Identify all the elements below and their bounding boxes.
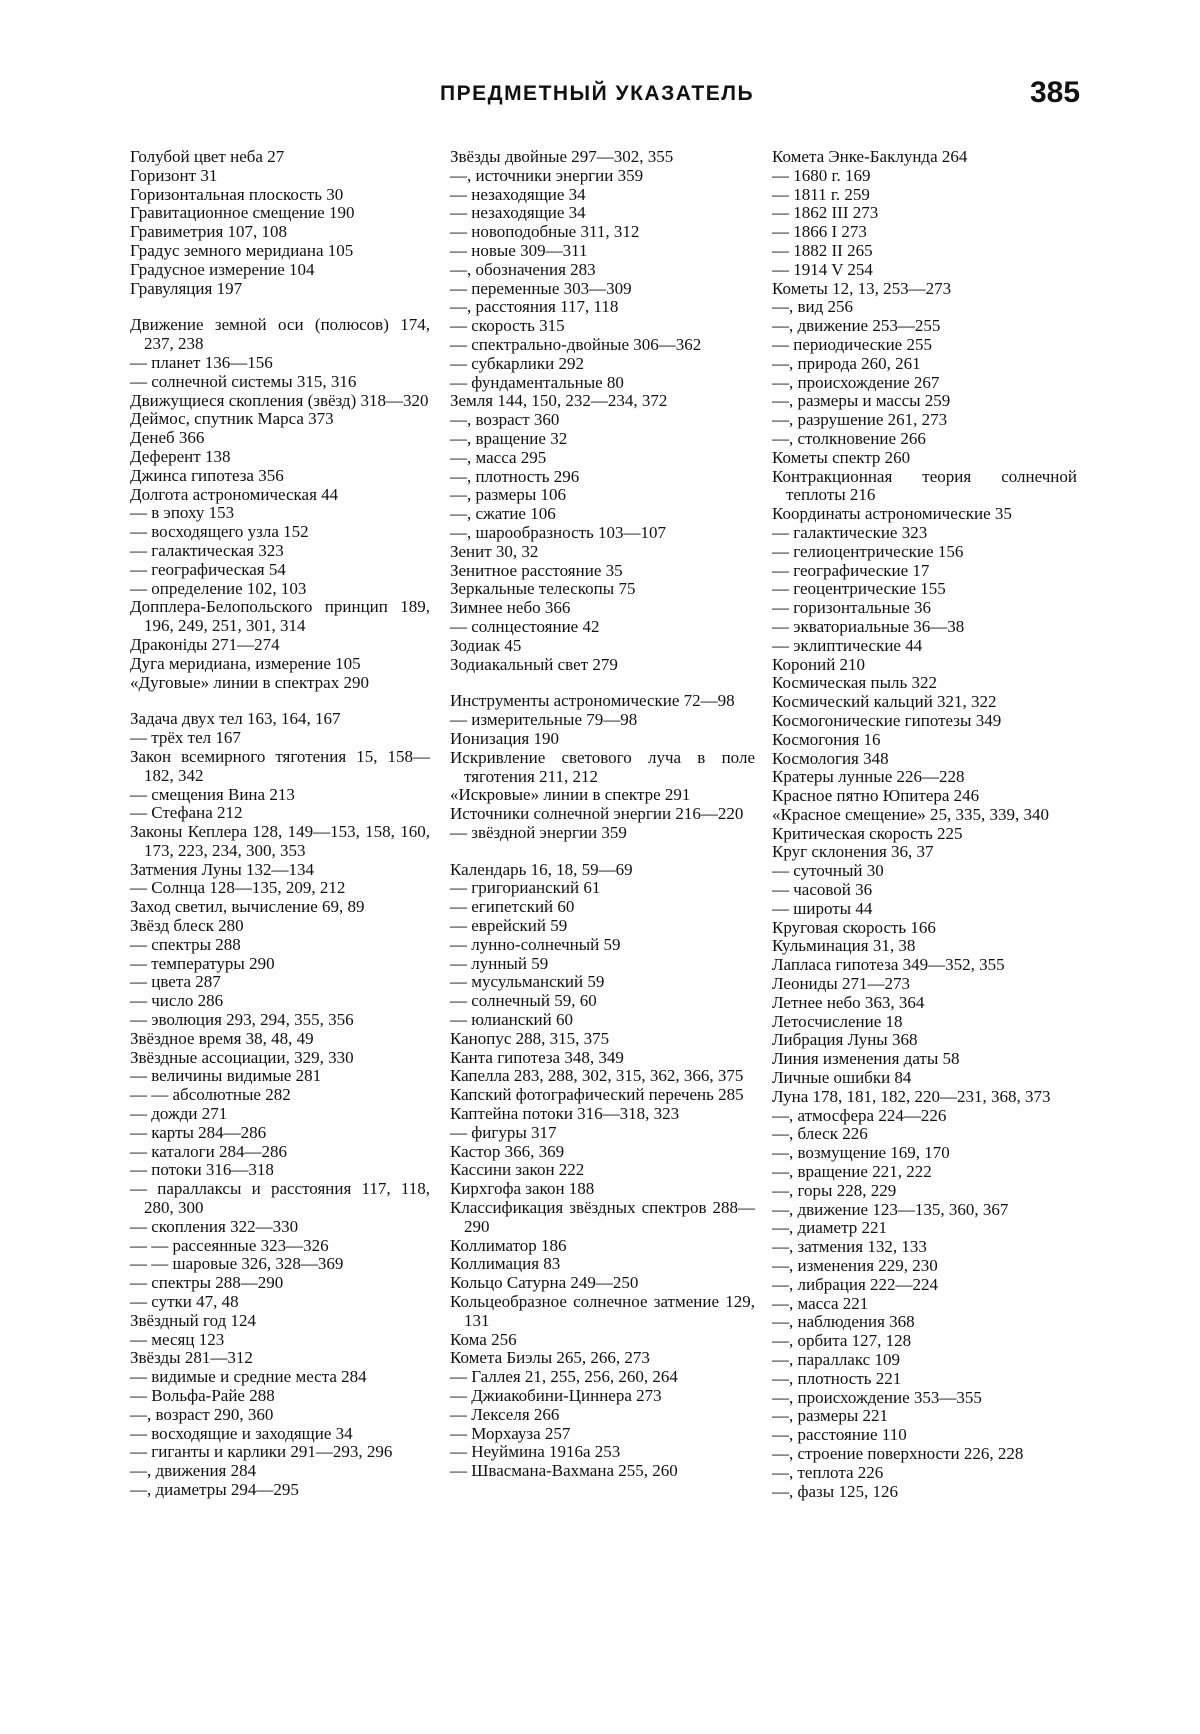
index-entry: Красное пятно Юпитера 246	[772, 786, 980, 806]
index-entry: — солнечной системы 315, 316	[130, 371, 357, 391]
index-entry: — экваториальные 36—38	[772, 616, 965, 636]
index-entry: Деймос, спутник Марса 373	[130, 409, 334, 429]
index-entry: —, орбита 127, 128	[772, 1331, 912, 1351]
index-entry: —, атмосфера 224—226	[772, 1105, 947, 1125]
index-entry: — Джиакобини-Циннера 273	[450, 1386, 662, 1405]
index-entry: —, обозначения 283	[450, 259, 596, 279]
index-entry: — галактические 323	[772, 522, 928, 542]
index-entry: —, движение 253—255	[772, 316, 941, 336]
section-gap	[130, 692, 430, 710]
index-entry: —, плотность 221	[772, 1368, 902, 1388]
index-column-2	[450, 148, 755, 1481]
index-entry: —, вращение 32	[450, 428, 568, 448]
index-entry: — солнечный 59, 60	[450, 991, 597, 1011]
index-entry: —, параллакс 109	[772, 1350, 900, 1369]
section-gap	[130, 298, 430, 316]
index-entry: Кометы 12, 13, 253—273	[772, 278, 952, 298]
index-entry: — видимые и средние места 284	[130, 1367, 367, 1387]
index-entry: — Лекселя 266	[450, 1404, 560, 1424]
index-entry: Кома 256	[450, 1329, 517, 1349]
index-entry: Космогонические гипотезы 349	[772, 710, 1002, 730]
index-entry: —, возраст 360	[450, 410, 560, 430]
index-entry: —, либрация 222—224	[772, 1274, 939, 1294]
index-entry: Допплера-Белопольского принцип 189, 196, 249, 251, 301, 314	[130, 597, 430, 636]
index-entry: — лунно-солнечный 59	[450, 934, 621, 954]
index-entry: — переменные 303—309	[450, 278, 632, 298]
index-entry: — григорианский 61	[450, 878, 601, 898]
index-entry: — 1862 III 273	[772, 203, 879, 223]
index-entry: —, движение 123—135, 360, 367	[772, 1199, 1009, 1219]
index-entry: — гиганты и карлики 291—293, 296	[130, 1442, 393, 1462]
index-entry: Круг склонения 36, 37	[772, 842, 934, 862]
index-entry: «Искровые» линии в спектре 291	[450, 785, 691, 805]
index-entry: — восходящие и заходящие 34	[130, 1423, 353, 1443]
index-entry: —, размеры и массы 259	[772, 391, 951, 411]
index-entry: — потоки 316—318	[130, 1160, 274, 1180]
index-entry: Законы Кеплера 128, 149—153, 158, 160, 173, 223, 234, 300, 353	[130, 822, 430, 860]
index-entry: Классификация звёздных спектров 288—290	[450, 1198, 755, 1236]
index-entry: Календарь 16, 18, 59—69	[450, 859, 633, 879]
index-entry: «Красное смещение» 25, 335, 339, 340	[772, 804, 1050, 824]
index-entry: Движущиеся скопления (звёзд) 318—320	[130, 390, 429, 410]
index-entry: — температуры 290	[130, 953, 275, 973]
index-entry: — незаходящие 34	[450, 203, 586, 223]
index-entry: — звёздной энергии 359	[450, 822, 627, 842]
index-entry: Звёздное время 38, 48, 49	[130, 1028, 314, 1048]
index-entry: — восходящего узла 152	[130, 522, 309, 542]
index-entry: — Неуймина 1916а 253	[450, 1442, 621, 1462]
index-entry: Земля 144, 150, 232—234, 372	[450, 391, 668, 411]
index-entry: — новоподобные 311, 312	[450, 222, 640, 242]
index-entry: Комета Биэлы 265, 266, 273	[450, 1348, 650, 1368]
section-gap	[450, 674, 755, 692]
index-column-1	[130, 148, 430, 1500]
index-entry: —, возраст 290, 360	[130, 1404, 274, 1424]
index-entry: — сутки 47, 48	[130, 1292, 239, 1312]
index-entry: Зенитное расстояние 35	[450, 560, 623, 580]
index-entry: Кассини закон 222	[450, 1160, 585, 1180]
index-entry: «Дуговые» линии в спектрах 290	[130, 672, 369, 692]
index-entry: — египетский 60	[450, 897, 575, 917]
index-entry: Личные ошибки 84	[772, 1068, 912, 1088]
index-entry: Градус земного меридиана 105	[130, 240, 354, 260]
index-entry: Гравитационное смещение 190	[130, 203, 355, 223]
index-entry: — субкарлики 292	[450, 353, 585, 373]
index-entry: —, вращение 221, 222	[772, 1162, 932, 1182]
index-column-3	[772, 148, 1077, 1501]
index-entry: — Галлея 21, 255, 256, 260, 264	[450, 1367, 678, 1387]
index-entry: — дожди 271	[130, 1104, 228, 1124]
index-entry: Денеб 366	[130, 428, 205, 448]
index-entry: Космогония 16	[772, 729, 881, 749]
index-entry: —, размеры 221	[772, 1406, 888, 1426]
index-entry: Либрация Луны 368	[772, 1030, 918, 1050]
index-entry: —, столкновение 266	[772, 428, 926, 448]
index-entry: Луна 178, 181, 182, 220—231, 368, 373	[772, 1086, 1051, 1106]
index-entry: Канта гипотеза 348, 349	[450, 1047, 624, 1067]
index-entry: Кометы спектр 260	[772, 447, 911, 467]
index-entry: Кольцеобразное солнечное затмение 129, 131	[450, 1292, 755, 1330]
index-entry: — смещения Вина 213	[130, 784, 295, 804]
index-entry: Кирхгофа закон 188	[450, 1179, 595, 1199]
index-entry: — — абсолютные 282	[130, 1085, 291, 1105]
index-entry: Критическая скорость 225	[772, 823, 963, 843]
index-entry: — географическая 54	[130, 559, 286, 579]
index-entry: — эволюция 293, 294, 355, 356	[130, 1010, 354, 1030]
index-entry: — галактическая 323	[130, 540, 284, 560]
index-entry: Зодиак 45	[450, 635, 522, 655]
index-entry: — число 286	[130, 991, 224, 1011]
index-entry: — еврейский 59	[450, 916, 568, 936]
index-entry: Летнее небо 363, 364	[772, 992, 925, 1012]
index-entry: Зодиакальный свет 279	[450, 654, 618, 674]
index-entry: —, разрушение 261, 273	[772, 410, 948, 430]
index-entry: — скорость 315	[450, 316, 565, 336]
index-entry: Комета Энке-Баклунда 264	[772, 147, 968, 166]
index-entry: Координаты астрономические 35	[772, 504, 1012, 524]
index-entry: —, изменения 229, 230	[772, 1256, 938, 1276]
index-entry: Кульминация 31, 38	[772, 936, 916, 956]
index-entry: — скопления 322—330	[130, 1216, 299, 1236]
index-entry: — трёх тел 167	[130, 728, 241, 748]
page-header	[0, 78, 1200, 118]
index-entry: Голубой цвет неба 27	[130, 147, 285, 166]
index-entry: —, блеск 226	[772, 1124, 868, 1144]
index-entry: Звёздные ассоциации, 329, 330	[130, 1047, 354, 1067]
index-entry: Градусное измерение 104	[130, 259, 315, 279]
index-entry: — горизонтальные 36	[772, 598, 931, 618]
index-entry: —, строение поверхности 226, 228	[772, 1443, 1024, 1463]
index-entry: — часовой 36	[772, 880, 873, 900]
index-entry: — спектрально-двойные 306—362	[450, 334, 702, 354]
index-entry: Звёзды 281—312	[130, 1348, 253, 1368]
index-entry: —, фазы 125, 126	[772, 1481, 898, 1501]
index-entry: Драконіды 271—274	[130, 634, 280, 654]
index-entry: — периодические 255	[772, 334, 932, 354]
index-entry: Звёзд блеск 280	[130, 916, 244, 936]
index-entry: Космология 348	[772, 748, 889, 768]
index-entry: Ионизация 190	[450, 728, 559, 748]
index-entry: —, горы 228, 229	[772, 1180, 897, 1200]
index-entry: — эклиптические 44	[772, 635, 923, 655]
index-entry: Кольцо Сатурна 249—250	[450, 1273, 639, 1293]
index-entry: Кастор 366, 369	[450, 1141, 565, 1161]
index-entry: —, возмущение 169, 170	[772, 1143, 950, 1163]
index-entry: Капский фотографический перечень 285	[450, 1085, 744, 1105]
index-entry: — цвета 287	[130, 972, 221, 992]
index-entry: Деферент 138	[130, 446, 231, 466]
index-entry: — месяц 123	[130, 1329, 225, 1349]
index-entry: — 1914 V 254	[772, 259, 873, 279]
index-entry: — мусульманский 59	[450, 972, 605, 992]
index-entry: — 1811 г. 259	[772, 184, 870, 204]
index-entry: Капелла 283, 288, 302, 315, 362, 366, 375	[450, 1066, 744, 1086]
index-entry: — Вольфа-Райе 288	[130, 1386, 275, 1405]
index-entry: Зенит 30, 32	[450, 541, 539, 561]
index-entry: —, теплота 226	[772, 1462, 884, 1482]
page-number: 385	[1030, 76, 1081, 109]
index-entry: Звёзды двойные 297—302, 355	[450, 147, 674, 166]
index-entry: Джинса гипотеза 356	[130, 465, 284, 485]
index-entry: — лунный 59	[450, 953, 549, 973]
index-entry: — Морхауза 257	[450, 1423, 571, 1443]
index-entry: —, масса 295	[450, 447, 547, 467]
index-entry: —, шарообразность 103—107	[450, 522, 667, 542]
index-entry: — новые 309—311	[450, 240, 588, 260]
index-entry: — 1680 г. 169	[772, 165, 871, 185]
index-entry: —, затмения 132, 133	[772, 1237, 927, 1257]
section-gap	[450, 843, 755, 861]
index-entry: — каталоги 284—286	[130, 1141, 287, 1161]
index-entry: Контракционная теория солнечной теплоты 216	[772, 466, 1077, 505]
index-entry: — спектры 288	[130, 934, 241, 954]
index-entry: Горизонт 31	[130, 165, 218, 185]
index-entry: Гравуляция 197	[130, 278, 243, 298]
index-entry: Дуга меридиана, измерение 105	[130, 653, 361, 673]
index-entry: Кратеры лунные 226—228	[772, 767, 965, 787]
index-entry: — Швасмана-Вахмана 255, 260	[450, 1461, 678, 1481]
index-entry: Заход светил, вычисление 69, 89	[130, 897, 365, 917]
index-entry: Летосчисление 18	[772, 1011, 903, 1031]
index-entry: Коллиматор 186	[450, 1235, 567, 1255]
index-entry: —, расстояние 110	[772, 1425, 907, 1445]
index-entry: Леониды 271—273	[772, 974, 910, 994]
index-entry: — карты 284—286	[130, 1122, 267, 1142]
index-entry: Гравиметрия 107, 108	[130, 222, 288, 242]
index-entry: Короний 210	[772, 654, 866, 674]
index-entry: — параллаксы и расстояния 117, 118, 280, 300	[130, 1179, 430, 1218]
index-entry: Звёздный год 124	[130, 1310, 256, 1330]
index-entry: Инструменты астрономические 72—98	[450, 691, 735, 711]
index-entry: Канопус 288, 315, 375	[450, 1028, 610, 1048]
index-entry: Зимнее небо 366	[450, 598, 571, 618]
index-entry: — Солнца 128—135, 209, 212	[130, 878, 346, 898]
index-entry: —, расстояния 117, 118	[450, 297, 619, 317]
index-entry: — планет 136—156	[130, 352, 273, 372]
index-entry: Искривление светового луча в поле тяготения 211, 212	[450, 747, 755, 786]
index-entry: Круговая скорость 166	[772, 917, 936, 937]
index-entry: — определение 102, 103	[130, 578, 307, 598]
index-entry: —, сжатие 106	[450, 504, 556, 524]
index-entry: Линия изменения даты 58	[772, 1049, 960, 1069]
index-entry: Космическая пыль 322	[772, 673, 938, 693]
index-entry: — широты 44	[772, 898, 873, 918]
index-entry: — 1866 I 273	[772, 222, 867, 242]
index-entry: — спектры 288—290	[130, 1273, 284, 1293]
index-entry: — Стефана 212	[130, 803, 243, 823]
index-entry: — незаходящие 34	[450, 184, 586, 204]
index-entry: —, вид 256	[772, 297, 854, 317]
index-entry: — — рассеянные 323—326	[130, 1235, 329, 1255]
index-entry: —, масса 221	[772, 1293, 869, 1313]
index-entry: — фундаментальные 80	[450, 372, 624, 392]
index-entry: Закон всемирного тяготения 15, 158—182, 342	[130, 746, 430, 785]
index-entry: Источники солнечной энергии 216—220	[450, 804, 744, 824]
index-entry: — юлианский 60	[450, 1010, 574, 1030]
index-entry: Каптейна потоки 316—318, 323	[450, 1104, 680, 1124]
index-entry: Коллимация 83	[450, 1254, 561, 1274]
index-entry: —, природа 260, 261	[772, 353, 921, 373]
index-entry: — в эпоху 153	[130, 503, 235, 523]
index-entry: —, размеры 106	[450, 485, 566, 505]
index-entry: Горизонтальная плоскость 30	[130, 184, 344, 204]
index-entry: —, движения 284	[130, 1461, 257, 1481]
index-entry: — суточный 30	[772, 861, 884, 881]
page-title: ПРЕДМЕТНЫЙ УКАЗАТЕЛЬ	[440, 82, 755, 105]
index-entry: Космический кальций 321, 322	[772, 692, 997, 712]
index-entry: Лапласа гипотеза 349—352, 355	[772, 955, 1005, 975]
index-entry: —, происхождение 267	[772, 372, 940, 392]
index-entry: —, наблюдения 368	[772, 1312, 915, 1332]
index-entry: —, источники энергии 359	[450, 165, 644, 185]
index-entry: — гелиоцентрические 156	[772, 541, 964, 561]
index-entry: Затмения Луны 132—134	[130, 859, 314, 879]
index-entry: — измерительные 79—98	[450, 710, 638, 730]
index-entry: Зеркальные телескопы 75	[450, 579, 636, 599]
index-entry: — величины видимые 281	[130, 1066, 322, 1086]
index-entry: — — шаровые 326, 328—369	[130, 1254, 344, 1274]
index-entry: — географические 17	[772, 560, 930, 580]
index-entry: Движение земной оси (полюсов) 174, 237, 238	[130, 315, 430, 354]
index-entry: —, диаметры 294—295	[130, 1479, 299, 1499]
index-entry: Задача двух тел 163, 164, 167	[130, 709, 341, 729]
index-entry: — солнцестояние 42	[450, 616, 600, 636]
index-entry: —, диаметр 221	[772, 1218, 887, 1238]
index-entry: —, плотность 296	[450, 466, 580, 486]
index-entry: — фигуры 317	[450, 1122, 557, 1142]
index-entry: —, происхождение 353—355	[772, 1387, 982, 1407]
index-entry: — 1882 II 265	[772, 240, 873, 260]
index-entry: — геоцентрические 155	[772, 579, 946, 599]
index-entry: Долгота астрономическая 44	[130, 484, 339, 504]
